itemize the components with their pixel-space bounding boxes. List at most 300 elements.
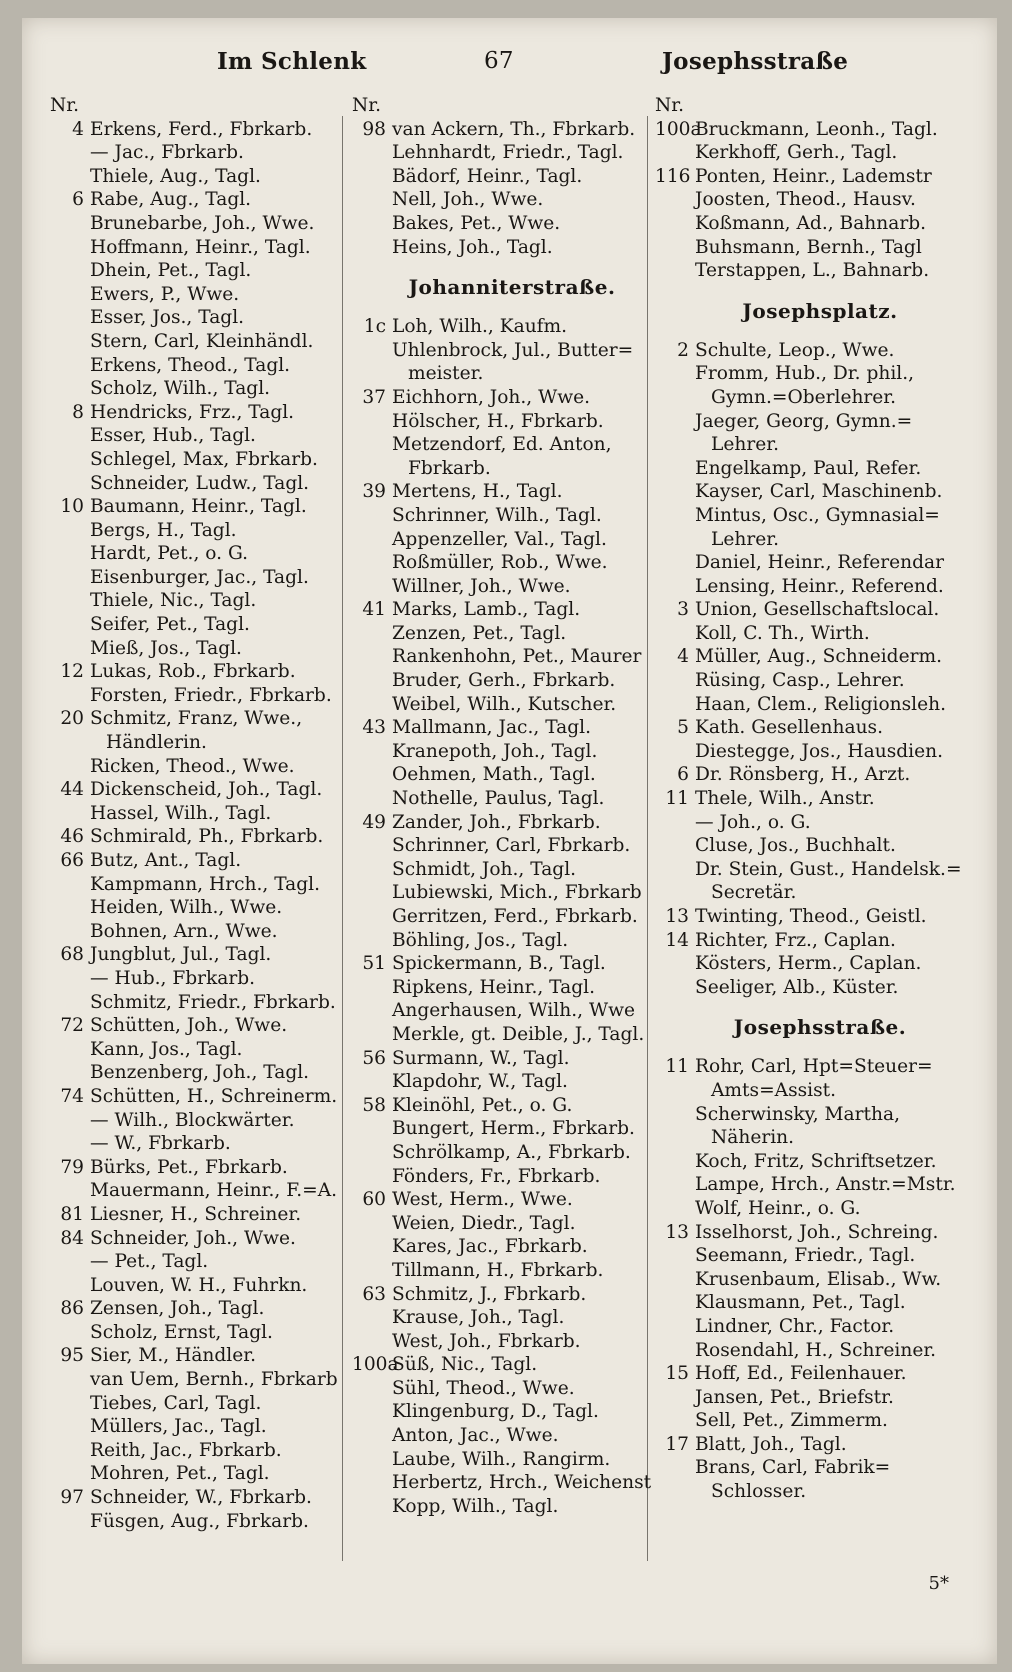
list-item: [352, 622, 672, 646]
resident-entry: Müller, Aug., Schneiderm.: [695, 646, 943, 668]
house-number: [352, 141, 392, 165]
list-item: [352, 763, 672, 787]
house-number: 6: [677, 764, 689, 786]
list-item: [50, 1109, 365, 1133]
resident-entry: Mauermann, Heinr., F.=A.: [90, 1180, 338, 1202]
house-number: [352, 410, 392, 434]
house-number: [655, 1150, 695, 1174]
resident-entry: Schulte, Leop., Wwe.: [695, 339, 895, 361]
list-item: [352, 433, 672, 457]
house-number: [655, 259, 695, 283]
list-item: [655, 457, 985, 481]
house-number: [50, 1132, 90, 1156]
house-number: [50, 542, 90, 566]
house-number: [352, 1377, 392, 1401]
resident-entry: Schneider, Joh., Wwe.: [90, 1227, 296, 1249]
house-number: [352, 1235, 392, 1259]
resident-entry: Böhling, Jos., Tagl.: [392, 929, 569, 951]
resident-entry: Terstappen, L., Bahnarb.: [695, 260, 930, 282]
resident-entry: Erkens, Theod., Tagl.: [90, 354, 291, 376]
list-item: [50, 1462, 365, 1486]
house-number: [352, 433, 392, 457]
list-item: [352, 834, 672, 858]
house-number: [352, 188, 392, 212]
list-item: [50, 188, 365, 212]
list-item: [352, 1424, 672, 1448]
list-item: [50, 1392, 365, 1416]
house-number: [655, 1409, 695, 1433]
house-number: [655, 212, 695, 236]
resident-entry: Wolf, Heinr., o. G.: [695, 1197, 861, 1219]
list-item: [50, 778, 365, 802]
resident-entry: Brans, Carl, Fabrik=: [695, 1457, 891, 1479]
resident-entry: Klausmann, Pet., Tagl.: [695, 1292, 906, 1314]
house-number: 51: [362, 953, 386, 975]
resident-entry: Schrölkamp, A., Fbrkarb.: [392, 1141, 631, 1163]
resident-entry: Schneider, W., Fbrkarb.: [90, 1487, 312, 1509]
list-item: [50, 1274, 365, 1298]
resident-entry: Koch, Fritz, Schriftsetzer.: [695, 1150, 937, 1172]
house-number: [352, 622, 392, 646]
resident-entry: Weien, Diedr., Tagl.: [392, 1212, 576, 1234]
list-item: [655, 118, 985, 142]
house-number: [352, 787, 392, 811]
house-number: [352, 929, 392, 953]
resident-entry: Bergs, H., Tagl.: [90, 519, 237, 541]
resident-entry: Marks, Lamb., Tagl.: [392, 599, 581, 621]
house-number: [50, 991, 90, 1015]
list-item: [50, 118, 365, 142]
list-item: [352, 811, 672, 835]
resident-entry: Nell, Joh., Wwe.: [392, 189, 544, 211]
list-item: [50, 1014, 365, 1038]
house-number: 13: [665, 1221, 689, 1243]
resident-entry: Gymn.=Oberlehrer.: [711, 386, 897, 408]
house-number: [50, 212, 90, 236]
resident-entry: Buhsmann, Bernh., Tagl: [695, 236, 922, 258]
resident-entry: Schmidt, Joh., Tagl.: [392, 858, 577, 880]
list-item: [655, 362, 985, 386]
house-number: [655, 811, 695, 835]
house-number: 98: [362, 118, 386, 140]
list-item: [655, 504, 985, 528]
list-item: [352, 645, 672, 669]
house-number: [655, 1268, 695, 1292]
house-number: 6: [72, 189, 84, 211]
list-item: [50, 755, 365, 779]
house-number: 4: [677, 646, 689, 668]
nr-label: Nr.: [352, 95, 382, 116]
list-item: [655, 1103, 985, 1127]
house-number: [655, 551, 695, 575]
resident-entry: Hassel, Wilh., Tagl.: [90, 802, 272, 824]
list-item: [655, 1386, 985, 1410]
resident-entry: Rankenhohn, Pet., Maurer: [392, 646, 642, 668]
street-heading: Josephsstraße.: [733, 1015, 907, 1040]
resident-entry: West, Herm., Wwe.: [392, 1189, 573, 1211]
resident-entry: Metzendorf, Ed. Anton,: [392, 434, 612, 456]
resident-entry: Benzenberg, Joh., Tagl.: [90, 1062, 310, 1084]
column-3: [655, 94, 985, 1504]
house-number: [50, 1109, 90, 1133]
list-item: [352, 881, 672, 905]
list-item: [352, 929, 672, 953]
resident-entry: Bürks, Pet., Fbrkarb.: [90, 1156, 288, 1178]
resident-entry: van Uem, Bernh., Fbrkarb: [90, 1369, 338, 1391]
list-item: [655, 1480, 985, 1504]
house-number: [50, 1439, 90, 1463]
resident-entry: Cluse, Jos., Buchhalt.: [695, 835, 896, 857]
list-item: [352, 212, 672, 236]
resident-entry: Liesner, H., Schreiner.: [90, 1203, 302, 1225]
resident-entry: Louven, W. H., Fuhrkn.: [90, 1274, 308, 1296]
resident-entry: Krusenbaum, Elisab., Ww.: [695, 1268, 942, 1290]
house-number: 72: [60, 1015, 84, 1037]
house-number: [352, 858, 392, 882]
house-number: [50, 589, 90, 613]
house-number: 14: [665, 929, 689, 951]
house-number: [655, 1339, 695, 1363]
resident-entry: Bakes, Pet., Wwe.: [392, 212, 561, 234]
resident-entry: Schmitz, Friedr., Fbrkarb.: [90, 991, 336, 1013]
house-number: [352, 905, 392, 929]
list-item: [50, 1368, 365, 1392]
house-number: [655, 1244, 695, 1268]
directory-page: [22, 18, 997, 1664]
street-heading: Josephsplatz.: [742, 298, 898, 323]
house-number: 68: [60, 944, 84, 966]
list-item: [352, 1188, 672, 1212]
resident-entry: Kath. Gesellenhaus.: [695, 717, 884, 739]
house-number: [50, 1250, 90, 1274]
list-item: [50, 943, 365, 967]
resident-entry: Jansen, Pet., Briefstr.: [695, 1386, 894, 1408]
list-item: [352, 1117, 672, 1141]
list-item: [655, 236, 985, 260]
resident-entry: Loh, Wilh., Kaufm.: [392, 316, 568, 338]
resident-entry: Mieß, Jos., Tagl.: [90, 637, 242, 659]
resident-entry: Schütten, Joh., Wwe.: [90, 1015, 288, 1037]
resident-entry: Oehmen, Math., Tagl.: [392, 764, 596, 786]
house-number: [50, 424, 90, 448]
house-number: 74: [60, 1085, 84, 1107]
house-number: 1c: [363, 316, 386, 338]
list-item: [655, 976, 985, 1000]
resident-entry: Anton, Jac., Wwe.: [392, 1425, 559, 1447]
resident-entry: Erkens, Ferd., Fbrkarb.: [90, 118, 313, 140]
house-number: [50, 448, 90, 472]
house-number: 86: [60, 1298, 84, 1320]
list-item: [50, 991, 365, 1015]
resident-entry: Lensing, Heinr., Referend.: [695, 575, 944, 597]
list-item: [655, 881, 985, 905]
list-item: [655, 1315, 985, 1339]
list-item: [655, 1197, 985, 1221]
list-item: [352, 1141, 672, 1165]
house-number: [352, 881, 392, 905]
list-item: [352, 575, 672, 599]
list-item: [352, 504, 672, 528]
list-item: [50, 283, 365, 307]
house-number: [352, 1117, 392, 1141]
resident-entry: Ponten, Heinr., Lademstr: [695, 165, 932, 187]
resident-entry: Spickermann, B., Tagl.: [392, 953, 606, 975]
house-number: [352, 1259, 392, 1283]
column-2: [352, 94, 672, 1518]
resident-entry: Zenzen, Pet., Tagl.: [392, 622, 567, 644]
list-item: [352, 1165, 672, 1189]
list-item: [50, 165, 365, 189]
resident-entry: Thiele, Nic., Tagl.: [90, 590, 257, 612]
list-item: [50, 306, 365, 330]
house-number: 37: [362, 386, 386, 408]
resident-entry: Eichhorn, Joh., Wwe.: [392, 386, 591, 408]
resident-entry: Sier, M., Händler.: [90, 1345, 257, 1367]
resident-entry: Merkle, gt. Deible, J., Tagl.: [392, 1023, 645, 1045]
house-number: [352, 339, 392, 363]
resident-entry: Mallmann, Jac., Tagl.: [392, 717, 591, 739]
list-item: [50, 1486, 365, 1510]
house-number: [352, 236, 392, 260]
list-item: [352, 480, 672, 504]
house-number: 12: [60, 661, 84, 683]
house-number: [352, 1023, 392, 1047]
list-item: [50, 1510, 365, 1534]
house-number: [50, 283, 90, 307]
house-number: 116: [655, 165, 691, 187]
list-item: [655, 1079, 985, 1103]
printer-signature: 5*: [928, 1573, 949, 1594]
resident-entry: Gerritzen, Ferd., Fbrkarb.: [392, 906, 638, 927]
list-item: [352, 669, 672, 693]
resident-entry: Dickenscheid, Joh., Tagl.: [90, 779, 323, 801]
resident-entry: Müllers, Jac., Tagl.: [90, 1416, 267, 1438]
house-number: [50, 684, 90, 708]
house-number: [655, 1480, 695, 1504]
list-item: [655, 188, 985, 212]
resident-entry: Blatt, Joh., Tagl.: [695, 1433, 847, 1455]
list-item: [655, 551, 985, 575]
house-number: 46: [60, 826, 84, 848]
resident-entry: Reith, Jac., Fbrkarb.: [90, 1439, 282, 1461]
resident-entry: Daniel, Heinr., Referendar: [695, 552, 945, 574]
resident-entry: — Pet., Tagl.: [90, 1251, 209, 1273]
resident-entry: Schütten, H., Schreinerm.: [90, 1085, 338, 1107]
house-number: [352, 1448, 392, 1472]
house-number: [352, 834, 392, 858]
resident-entry: Appenzeller, Val., Tagl.: [392, 528, 607, 550]
resident-entry: Hoff, Ed., Feilenhauer.: [695, 1363, 907, 1385]
house-number: 17: [665, 1433, 689, 1455]
list-item: [352, 858, 672, 882]
house-number: [352, 1471, 392, 1495]
resident-entry: Rabe, Aug., Tagl.: [90, 189, 252, 211]
list-item: [352, 952, 672, 976]
list-item: [655, 480, 985, 504]
resident-entry: Schneider, Ludw., Tagl.: [90, 472, 310, 494]
list-item: [352, 315, 672, 339]
list-item: [352, 1047, 672, 1071]
house-number: [50, 1415, 90, 1439]
list-item: [50, 1038, 365, 1062]
resident-entry: Forsten, Friedr., Fbrkarb.: [90, 684, 332, 706]
house-number: [50, 613, 90, 637]
house-number: [352, 669, 392, 693]
resident-entry: Kerkhoff, Gerh., Tagl.: [695, 142, 898, 164]
resident-entry: Scholz, Wilh., Tagl.: [90, 378, 271, 400]
house-number: 44: [60, 779, 84, 801]
resident-entry: meister.: [408, 363, 484, 385]
house-number: [655, 236, 695, 260]
list-item: [50, 1156, 365, 1180]
list-item: [655, 1126, 985, 1150]
list-item: [352, 1448, 672, 1472]
house-number: [655, 386, 695, 410]
resident-entry: Amts=Assist.: [711, 1079, 837, 1101]
house-number: 4: [72, 118, 84, 140]
house-number: 15: [665, 1363, 689, 1385]
list-item: [50, 330, 365, 354]
list-item: [655, 1055, 985, 1079]
resident-entry: Scherwinsky, Martha,: [695, 1103, 900, 1125]
resident-entry: Mertens, H., Tagl.: [392, 481, 563, 503]
house-number: [50, 306, 90, 330]
list-item: [655, 1456, 985, 1480]
resident-entry: Brunebarbe, Joh., Wwe.: [90, 212, 315, 234]
list-item: [50, 448, 365, 472]
list-item: [352, 999, 672, 1023]
resident-entry: Seifer, Pet., Tagl.: [90, 614, 250, 636]
resident-entry: Schlosser.: [711, 1481, 807, 1503]
list-item: [50, 566, 365, 590]
list-item: [50, 825, 365, 849]
nr-label: Nr.: [655, 95, 685, 116]
list-item: [352, 1471, 672, 1495]
resident-entry: Diestegge, Jos., Hausdien.: [695, 740, 943, 762]
house-number: [655, 188, 695, 212]
resident-entry: Nothelle, Paulus, Tagl.: [392, 788, 605, 810]
house-number: [352, 551, 392, 575]
list-item: [352, 1070, 672, 1094]
list-item: [655, 952, 985, 976]
list-item: [50, 495, 365, 519]
house-number: [50, 1061, 90, 1085]
resident-entry: Koßmann, Ad., Bahnarb.: [695, 212, 927, 234]
house-number: 13: [665, 906, 689, 927]
resident-entry: Esser, Jos., Tagl.: [90, 307, 245, 329]
resident-entry: Heins, Joh., Tagl.: [392, 236, 553, 258]
house-number: 95: [60, 1345, 84, 1367]
house-number: [655, 1315, 695, 1339]
list-item: [50, 519, 365, 543]
house-number: 60: [362, 1189, 386, 1211]
list-item: [655, 811, 985, 835]
house-number: [352, 976, 392, 1000]
house-number: [50, 1392, 90, 1416]
list-item: [352, 528, 672, 552]
house-number: [352, 528, 392, 552]
house-number: [50, 259, 90, 283]
list-item: [352, 339, 672, 363]
house-number: 81: [60, 1203, 84, 1225]
house-number: [352, 1165, 392, 1189]
resident-entry: Lindner, Chr., Factor.: [695, 1315, 895, 1337]
resident-entry: Dhein, Pet., Tagl.: [90, 260, 252, 282]
list-item: [352, 362, 672, 386]
house-number: [50, 637, 90, 661]
list-item: [352, 410, 672, 434]
house-number: [352, 1330, 392, 1354]
list-item: [655, 339, 985, 363]
house-number: [50, 731, 90, 755]
house-number: [50, 896, 90, 920]
resident-entry: Bungert, Herm., Fbrkarb.: [392, 1118, 635, 1140]
resident-entry: Näherin.: [711, 1127, 795, 1149]
house-number: [352, 1070, 392, 1094]
list-item: [655, 1409, 985, 1433]
list-item: [50, 873, 365, 897]
house-number: [352, 1495, 392, 1519]
resident-entry: Schmitz, Franz, Wwe.,: [90, 708, 303, 730]
resident-entry: Union, Gesellschaftslocal.: [695, 599, 940, 621]
house-number: [352, 645, 392, 669]
resident-entry: Koll, C. Th., Wirth.: [695, 622, 870, 644]
house-number: [50, 1462, 90, 1486]
list-item: [50, 212, 365, 236]
list-item: [352, 598, 672, 622]
list-item: [352, 716, 672, 740]
list-item: [655, 1268, 985, 1292]
house-number: [655, 433, 695, 457]
list-item: [655, 622, 985, 646]
house-number: [655, 740, 695, 764]
list-item: [352, 118, 672, 142]
resident-entry: Engelkamp, Paul, Refer.: [695, 457, 922, 479]
resident-entry: Fbrkarb.: [408, 457, 491, 479]
house-number: [352, 1141, 392, 1165]
list-item: [655, 787, 985, 811]
resident-entry: Baumann, Heinr., Tagl.: [90, 496, 307, 518]
resident-entry: Kares, Jac., Fbrkarb.: [392, 1236, 588, 1258]
resident-entry: Hoffmann, Heinr., Tagl.: [90, 236, 311, 258]
resident-entry: — Hub., Fbrkarb.: [90, 967, 256, 989]
nr-label: Nr.: [50, 95, 80, 116]
list-item: [655, 410, 985, 434]
resident-entry: Krause, Joh., Tagl.: [392, 1307, 565, 1329]
list-item: [352, 1094, 672, 1118]
house-number: [655, 1291, 695, 1315]
resident-entry: Eisenburger, Jac., Tagl.: [90, 566, 309, 588]
resident-entry: Richter, Frz., Caplan.: [695, 929, 896, 951]
list-item: [655, 212, 985, 236]
list-item: [352, 457, 672, 481]
resident-entry: Seeliger, Alb., Küster.: [695, 976, 899, 998]
resident-entry: Zensen, Joh., Tagl.: [90, 1298, 265, 1320]
house-number: [50, 566, 90, 590]
house-number: [655, 1079, 695, 1103]
house-number: [50, 141, 90, 165]
resident-entry: Thele, Wilh., Anstr.: [695, 788, 875, 810]
list-item: [352, 740, 672, 764]
resident-entry: Butz, Ant., Tagl.: [90, 850, 242, 871]
list-item: [50, 1297, 365, 1321]
resident-entry: Kopp, Wilh., Tagl.: [392, 1495, 559, 1517]
list-item: [655, 575, 985, 599]
house-number: 100a: [655, 118, 702, 140]
house-number: [50, 1368, 90, 1392]
list-item: [655, 141, 985, 165]
list-item: [352, 188, 672, 212]
